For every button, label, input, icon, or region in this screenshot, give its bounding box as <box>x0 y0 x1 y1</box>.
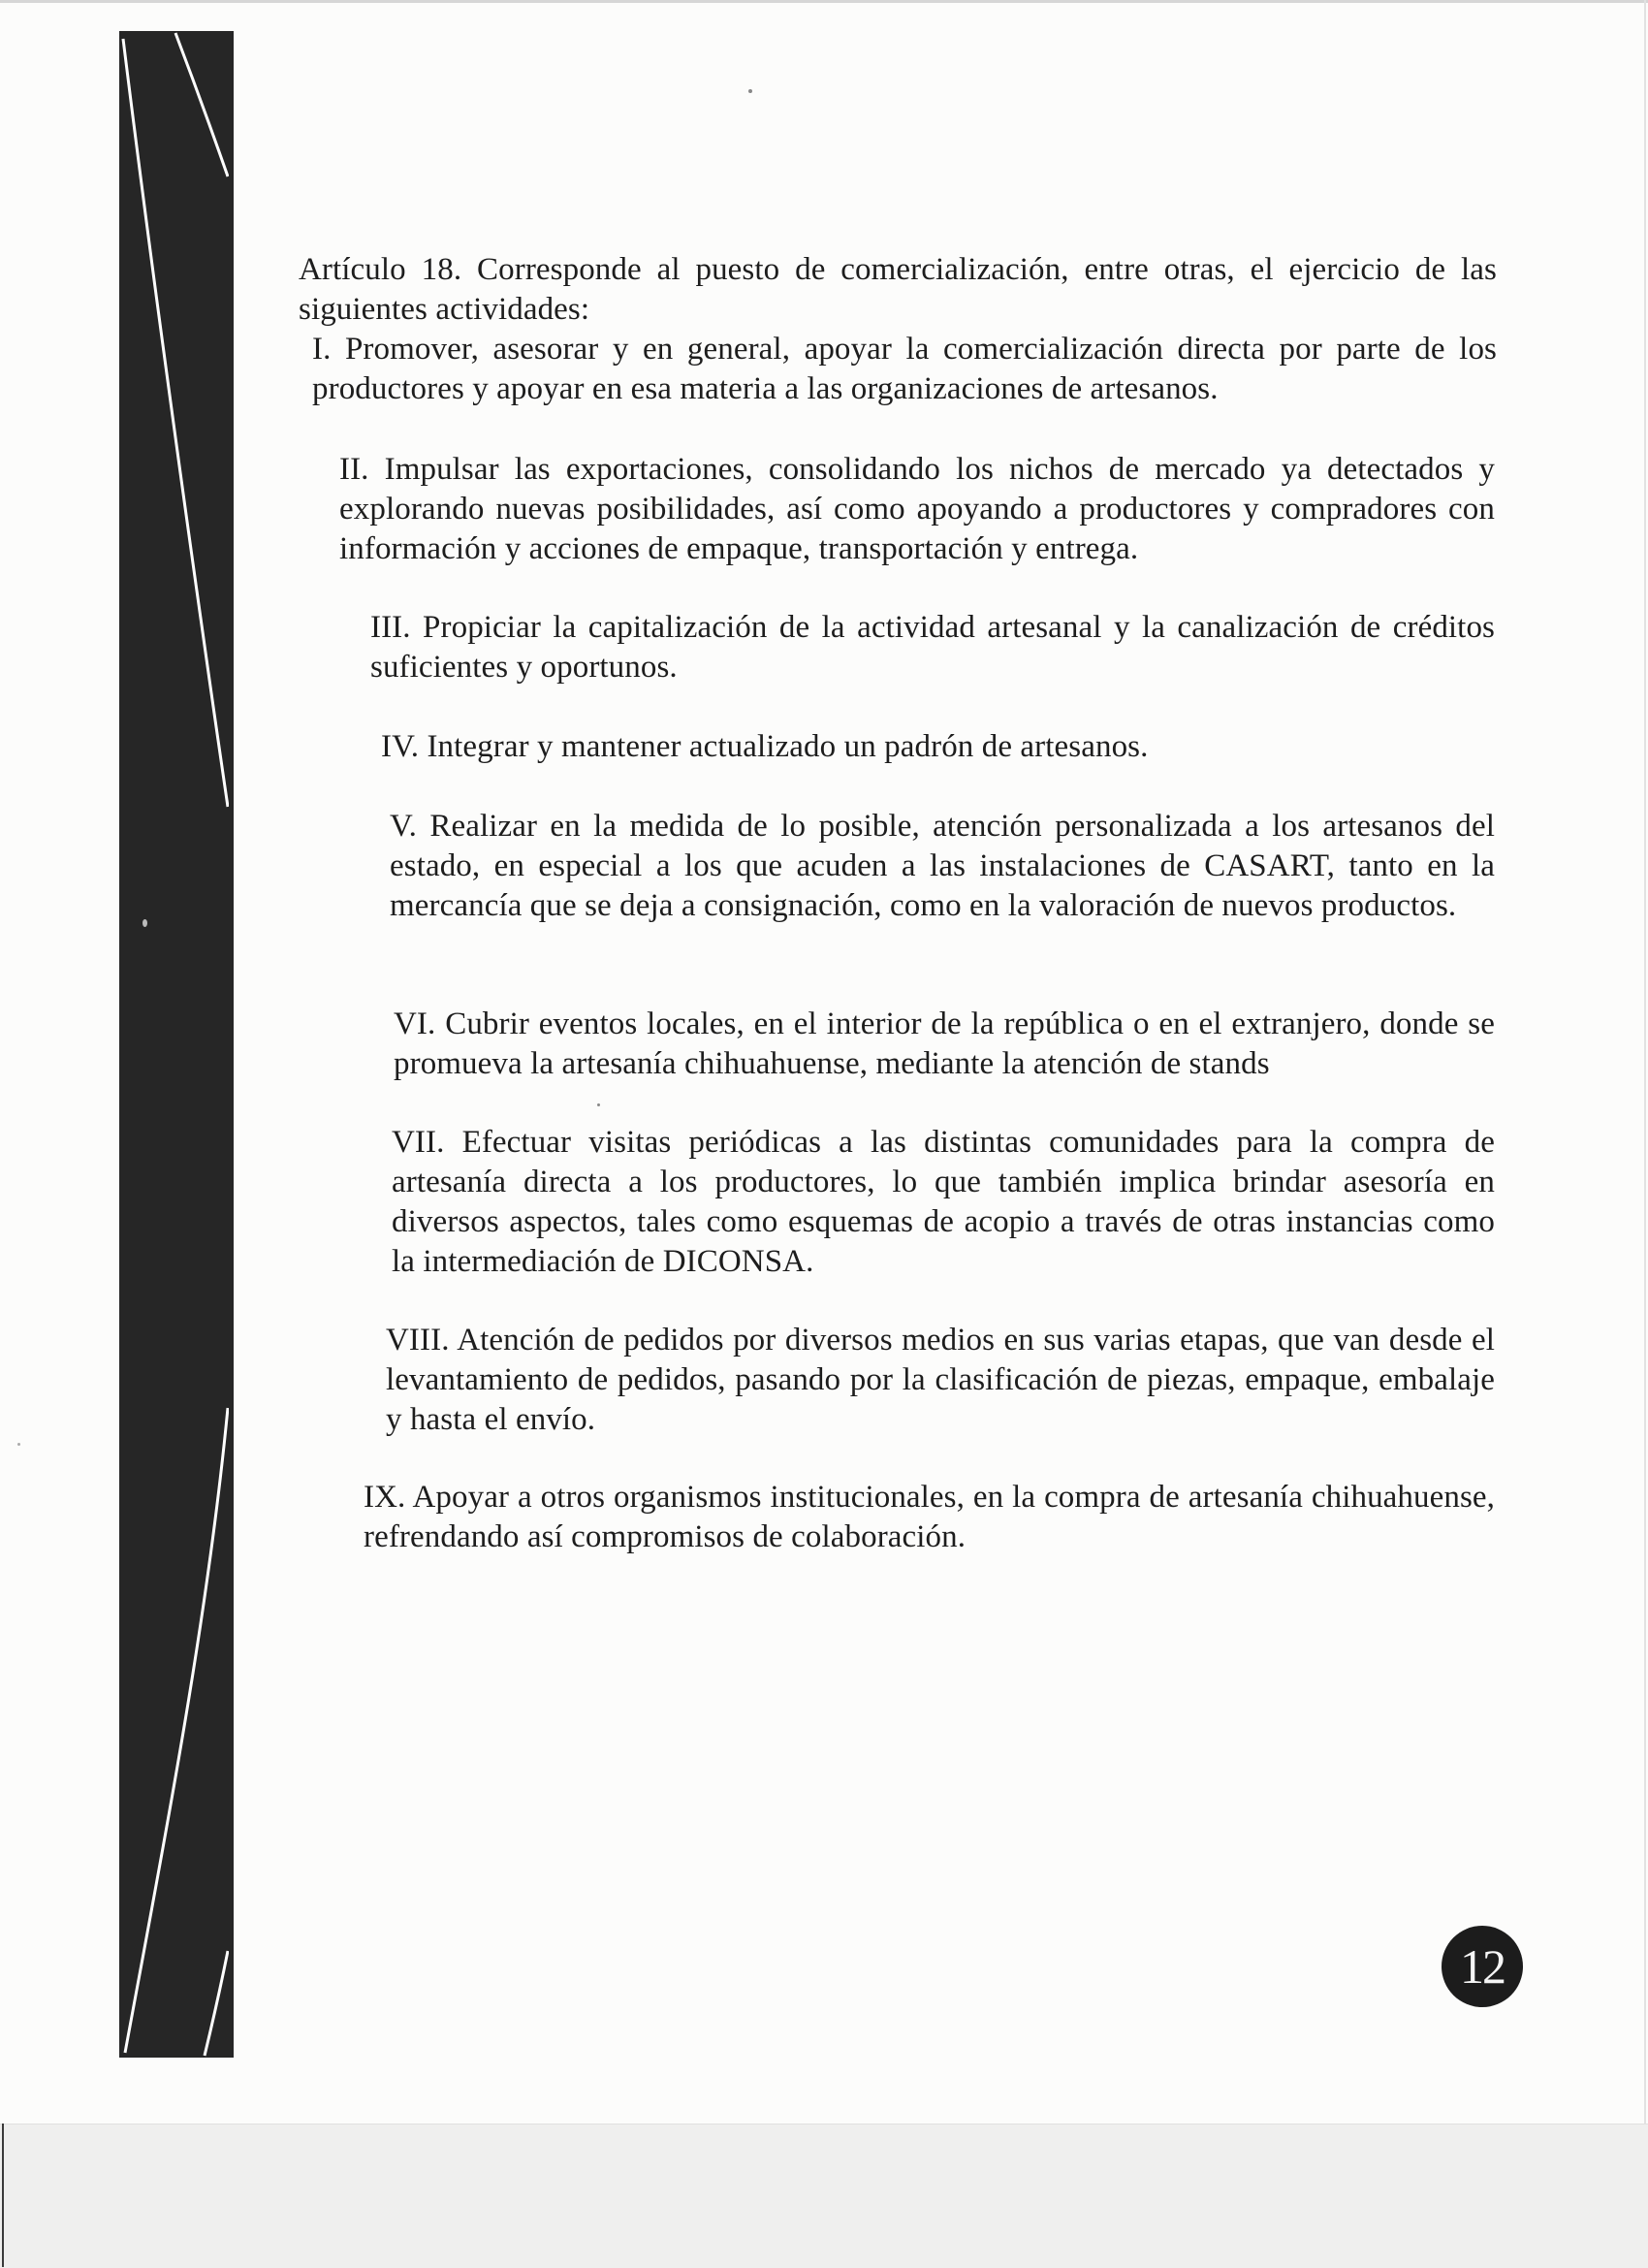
list-item-v: V. Realizar en la medida de lo posible, atención personalizada a los artesanos del estado, en especial a los que acuden a las instalaciones de CASART, tanto en la mercancía que se deja a consignación, como en la valoración de nuevos productos. <box>390 809 1495 923</box>
scan-right-edge <box>1644 0 1646 2124</box>
side-band-edge <box>229 31 234 2058</box>
page-number-badge: 12 <box>1442 1926 1523 2007</box>
side-band-graphic <box>119 31 234 2058</box>
scan-speck <box>143 919 147 927</box>
scan-top-edge <box>0 0 1648 3</box>
list-item-ix: IX. Apoyar a otros organismos institucionales, en la compra de artesanía chihuahuense, refrendando así compromisos de colaboración. <box>364 1480 1495 1554</box>
scan-speck <box>748 89 752 93</box>
scan-speck <box>597 1103 600 1106</box>
article-intro: Artículo 18. Corresponde al puesto de comercialización, entre otras, el ejercicio de las siguientes actividades: <box>299 252 1497 327</box>
list-item-viii: VIII. Atención de pedidos por diversos medios en sus varias etapas, que van desde el levantamiento de pedidos, pasando por la clasificación de piezas, empaque, embalaje y hasta el envío. <box>386 1323 1495 1437</box>
scan-speck <box>17 1443 20 1446</box>
list-item-vi: VI. Cubrir eventos locales, en el interior de la república o en el extranjero, donde se promueva la artesanía chihuahuense, mediante la atención de stands <box>394 1006 1495 1081</box>
list-item-iv: IV. Integrar y mantener actualizado un padrón de artesanos. <box>381 729 1149 764</box>
list-item-iii: III. Propiciar la capitalización de la actividad artesanal y la canalización de créditos suficientes y oportunos. <box>370 610 1495 685</box>
scan-bottom-edge-line <box>2 2124 4 2267</box>
scan-bottom-area <box>0 2124 1648 2268</box>
list-item-vii: VII. Efectuar visitas periódicas a las distintas comunidades para la compra de artesanía directa a los productores, lo que también implica brindar asesoría en diversos aspectos, tales como esquemas de acopio a través de otras instancias como la intermediación de DICONSA. <box>392 1125 1495 1279</box>
list-item-ii: II. Impulsar las exportaciones, consolidando los nichos de mercado ya detectados y explorando nuevas posibilidades, así como apoyando a productores y compradores con información y acciones de empaque, transportación y entrega. <box>339 452 1495 566</box>
side-band-fill <box>119 31 234 2058</box>
decorative-side-band <box>119 31 234 2058</box>
list-item-i: I. Promover, asesorar y en general, apoyar la comercialización directa por parte de los productores y apoyar en esa materia a las organizaciones de artesanos. <box>312 332 1497 406</box>
